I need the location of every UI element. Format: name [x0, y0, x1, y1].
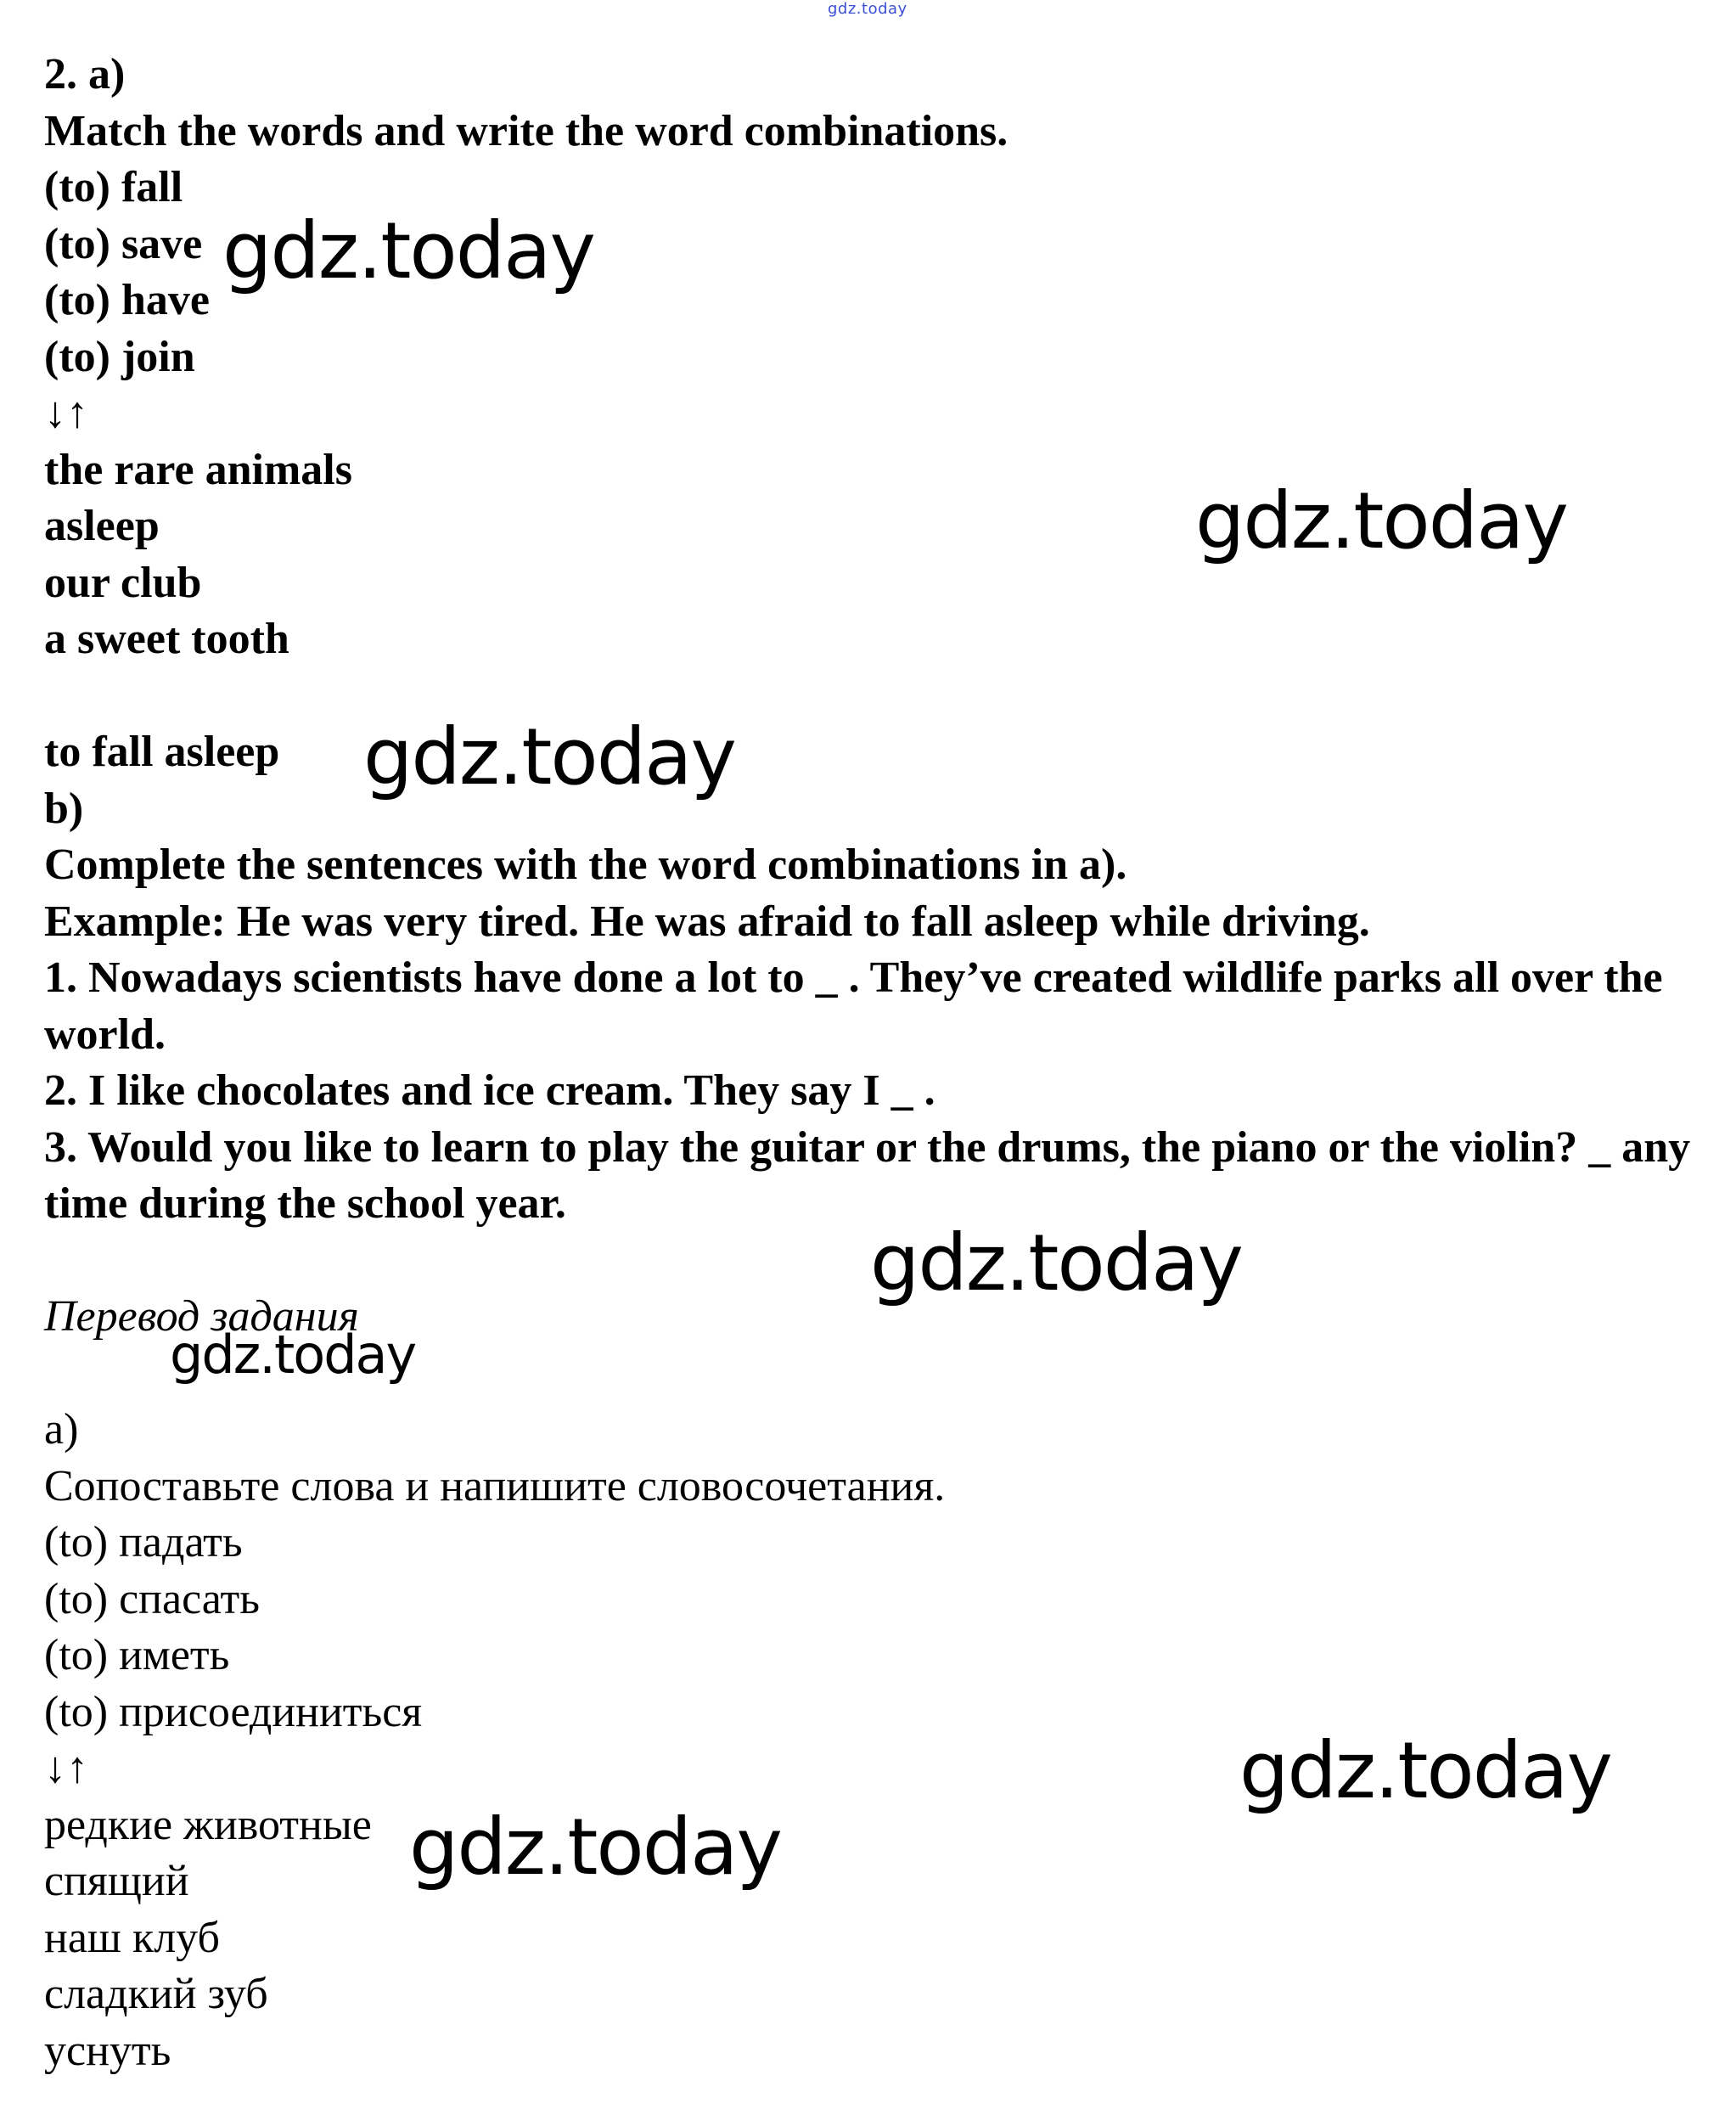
translation-instruction: Сопоставьте слова и напишите словосочетания.	[44, 1461, 946, 1510]
instruction-b: Complete the sentences with the word combinations in a).	[44, 841, 1127, 889]
object-item: our club	[44, 558, 202, 607]
watermark: gdz.today	[1195, 475, 1567, 566]
translation-verb-item: (to) иметь	[44, 1631, 230, 1679]
instruction-a: Match the words and write the word combinations.	[44, 106, 1008, 155]
watermark: gdz.today	[222, 205, 594, 296]
translation-verb-item: (to) падать	[44, 1518, 243, 1566]
translation-object-item: редкие животные	[44, 1800, 372, 1849]
watermark: gdz.today	[170, 1324, 416, 1386]
sentence-item: 3. Would you like to learn to play the guitar or the drums, the piano or the violin? _ any time during the school year.	[44, 1122, 1691, 1228]
verb-item: (to) fall	[44, 163, 183, 211]
arrows-icon: ↓↑	[44, 389, 88, 437]
translation-heading: а)	[44, 1405, 79, 1454]
watermark: gdz.today	[363, 711, 735, 802]
answer-line: to fall asleep	[44, 728, 280, 776]
watermark: gdz.today	[409, 1802, 781, 1892]
translation-verb-item: (to) присоединиться	[44, 1687, 423, 1736]
translation-object-item: уснуть	[44, 2026, 171, 2075]
translation-object-item: наш клуб	[44, 1913, 220, 1962]
translation-object-item: сладкий зуб	[44, 1970, 268, 2018]
sentence-item: 1. Nowadays scientists have done a lot to _ . They’ve created wildlife parks all over the world.	[44, 953, 1663, 1059]
object-item: a sweet tooth	[44, 615, 289, 663]
translation-title: Перевод задания	[44, 1292, 359, 1341]
sentence-item: 2. I like chocolates and ice cream. They say I _ .	[44, 1066, 935, 1115]
translation-verb-item: (to) спасать	[44, 1574, 260, 1623]
header-watermark: gdz.today	[828, 0, 907, 18]
exercise-heading-b: b)	[44, 784, 84, 833]
object-item: asleep	[44, 502, 160, 550]
verb-item: (to) have	[44, 276, 210, 324]
object-item: the rare animals	[44, 445, 352, 494]
verb-item: (to) save	[44, 219, 203, 268]
exercise-heading: 2. a)	[44, 50, 126, 98]
example-sentence: Example: He was very tired. He was afraid to fall asleep while driving.	[44, 897, 1370, 946]
watermark: gdz.today	[870, 1218, 1242, 1308]
spacer	[44, 668, 1708, 725]
translation-object-item: спящий	[44, 1857, 189, 1905]
translation-arrows-icon: ↓↑	[44, 1744, 88, 1792]
verb-item: (to) join	[44, 332, 195, 381]
watermark: gdz.today	[1239, 1725, 1611, 1816]
